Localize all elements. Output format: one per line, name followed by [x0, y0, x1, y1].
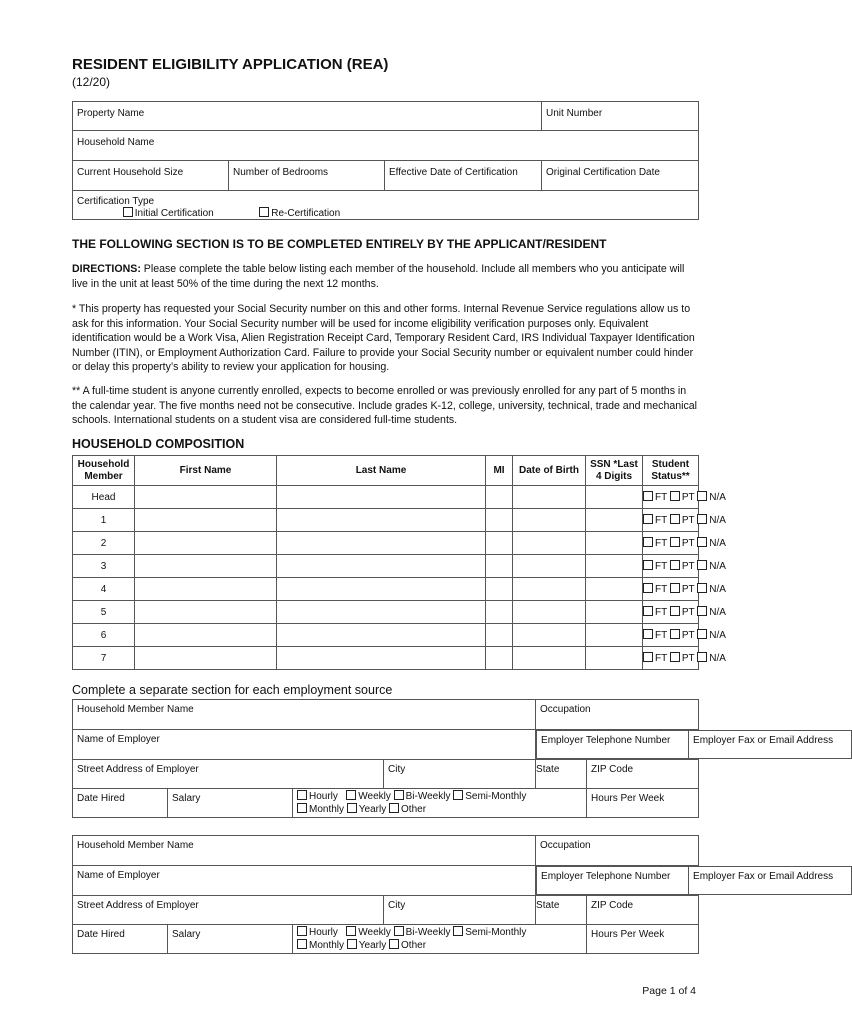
mi-cell[interactable]: [486, 555, 513, 578]
household-member-label: 4: [73, 578, 135, 601]
student-status-na-checkbox[interactable]: [697, 491, 707, 501]
column-household-member: Household Member: [73, 456, 135, 486]
salary-label: Salary: [172, 793, 201, 804]
household-size-label: Current Household Size: [77, 167, 184, 178]
employment-section: [72, 699, 834, 818]
bedrooms-label: Number of Bedrooms: [233, 167, 329, 178]
household-member-row: [73, 601, 699, 624]
city-field[interactable]: [384, 760, 536, 789]
student-status-ft-checkbox[interactable]: [643, 560, 653, 570]
household-member-label: 1: [73, 509, 135, 532]
ssn-cell[interactable]: [586, 532, 643, 555]
student-status-ft-label: FT: [655, 584, 668, 595]
first-name-cell[interactable]: [135, 578, 277, 601]
street-address-field[interactable]: [73, 760, 384, 789]
bi-weekly-label: Bi-Weekly: [405, 927, 451, 938]
column-ssn: SSN *Last 4 Digits: [586, 456, 643, 486]
street-address-label: Street Address of Employer: [77, 764, 199, 775]
student-status-na-checkbox[interactable]: [697, 629, 707, 639]
student-status-ft-checkbox[interactable]: [643, 652, 653, 662]
last-name-cell[interactable]: [277, 509, 486, 532]
certification-type-label: Certification Type: [77, 196, 155, 207]
student-status-cell: [643, 509, 726, 532]
bi-weekly-label: Bi-Weekly: [405, 791, 451, 802]
employer-name-label: Name of Employer: [77, 870, 160, 881]
student-status-na-label: N/A: [709, 607, 726, 618]
re-certification-checkbox[interactable]: [259, 207, 269, 217]
bi-weekly-checkbox[interactable]: [394, 926, 404, 936]
student-status-ft-checkbox[interactable]: [643, 491, 653, 501]
household-member-label: 5: [73, 601, 135, 624]
student-status-pt-checkbox[interactable]: [670, 560, 680, 570]
date-of-birth-cell[interactable]: [513, 578, 586, 601]
semi-monthly-label: Semi-Monthly: [465, 791, 527, 802]
household-member-label: 3: [73, 555, 135, 578]
occupation-field[interactable]: [536, 836, 699, 866]
occupation-label: Occupation: [540, 704, 591, 715]
initial-certification-checkbox[interactable]: [123, 207, 133, 217]
student-status-ft-checkbox[interactable]: [643, 629, 653, 639]
column-first-name: First Name: [135, 456, 277, 486]
last-name-cell[interactable]: [277, 624, 486, 647]
employer-fax-email-label: Employer Fax or Email Address: [693, 871, 834, 882]
semi-monthly-checkbox[interactable]: [453, 926, 463, 936]
student-status-na-label: N/A: [709, 561, 726, 572]
date-of-birth-cell[interactable]: [513, 624, 586, 647]
household-member-row: [73, 624, 699, 647]
student-status-pt-label: PT: [681, 653, 695, 664]
mi-cell[interactable]: [486, 578, 513, 601]
student-status-ft-label: FT: [655, 607, 668, 618]
student-status-pt-checkbox[interactable]: [670, 583, 680, 593]
student-status-ft-label: FT: [655, 515, 668, 526]
student-status-ft-label: FT: [655, 561, 668, 572]
original-date-label: Original Certification Date: [546, 167, 660, 178]
household-member-name-label: Household Member Name: [77, 704, 194, 715]
student-status-cell: [643, 578, 726, 601]
employer-telephone-label: Employer Telephone Number: [541, 735, 671, 746]
monthly-checkbox[interactable]: [297, 803, 307, 813]
student-status-na-checkbox[interactable]: [697, 652, 707, 662]
first-name-cell[interactable]: [135, 601, 277, 624]
property-info-table: [72, 101, 699, 220]
ssn-cell[interactable]: [586, 601, 643, 624]
weekly-label: Weekly: [358, 791, 391, 802]
salary-field[interactable]: [168, 925, 293, 954]
student-status-pt-label: PT: [681, 607, 695, 618]
bi-weekly-checkbox[interactable]: [394, 790, 404, 800]
student-status-na-label: N/A: [709, 538, 726, 549]
other-label: Other: [401, 804, 427, 815]
first-name-cell[interactable]: [135, 532, 277, 555]
last-name-cell[interactable]: [277, 486, 486, 509]
mi-cell[interactable]: [486, 509, 513, 532]
certification-type-cell: [73, 191, 699, 220]
student-status-ft-checkbox[interactable]: [643, 606, 653, 616]
date-of-birth-cell[interactable]: [513, 532, 586, 555]
ssn-cell[interactable]: [586, 624, 643, 647]
hourly-label: Hourly: [309, 791, 338, 802]
yearly-label: Yearly: [358, 940, 387, 951]
household-name-label: Household Name: [77, 137, 155, 148]
ssn-note-paragraph: * This property has requested your Social Security number on this and other forms. Internal Revenue Service regulations allow us to ask for this information. Your Social Security number will be used for income eligibility verification purposes only. Equivalent identification would be a Work Visa, Alien Registration Receipt Card, Temporary Resident Card, IRS Individual Taxpayer Identification Number (ITIN), or Employment Authorization Card. Failure to provide your Social Security number or equivalent number could hinder or delay this property’s ability to review your application for housing.: [72, 303, 695, 373]
form-title: RESIDENT ELIGIBILITY APPLICATION (REA): [72, 56, 389, 73]
date-of-birth-cell[interactable]: [513, 647, 586, 670]
student-status-pt-label: PT: [681, 492, 695, 503]
last-name-cell[interactable]: [277, 578, 486, 601]
column-mi: MI: [486, 456, 513, 486]
ssn-cell[interactable]: [586, 486, 643, 509]
last-name-cell[interactable]: [277, 601, 486, 624]
column-last-name: Last Name: [277, 456, 486, 486]
first-name-cell[interactable]: [135, 647, 277, 670]
mi-cell[interactable]: [486, 647, 513, 670]
student-status-ft-checkbox[interactable]: [643, 514, 653, 524]
yearly-label: Yearly: [358, 804, 387, 815]
student-status-na-checkbox[interactable]: [697, 560, 707, 570]
zip-label: ZIP Code: [591, 900, 634, 911]
student-status-cell: [643, 601, 726, 624]
property-name-field[interactable]: [73, 102, 542, 131]
state-field[interactable]: [536, 760, 587, 789]
hours-per-week-field[interactable]: [587, 925, 699, 954]
weekly-checkbox[interactable]: [346, 926, 356, 936]
last-name-cell[interactable]: [277, 647, 486, 670]
directions-label: DIRECTIONS:: [72, 263, 141, 275]
pay-frequency-options: [293, 925, 587, 954]
student-status-ft-label: FT: [655, 492, 668, 503]
date-hired-field[interactable]: [73, 925, 168, 954]
student-status-pt-checkbox[interactable]: [670, 514, 680, 524]
student-status-cell: [643, 555, 726, 578]
date-of-birth-cell[interactable]: [513, 601, 586, 624]
ssn-cell[interactable]: [586, 578, 643, 601]
employer-telephone-cell[interactable]: [537, 867, 689, 895]
property-name-label: Property Name: [77, 108, 145, 119]
state-label: State: [536, 900, 560, 911]
page-number: Page 1 of 4: [642, 985, 696, 997]
first-name-cell[interactable]: [135, 486, 277, 509]
hourly-checkbox[interactable]: [297, 790, 307, 800]
original-date-field[interactable]: [542, 161, 699, 191]
student-status-ft-checkbox[interactable]: [643, 537, 653, 547]
student-status-na-label: N/A: [709, 630, 726, 641]
zip-field[interactable]: [587, 760, 699, 789]
employer-fax-email-field[interactable]: [689, 867, 852, 895]
household-composition-table: [72, 455, 726, 670]
household-member-label: 6: [73, 624, 135, 647]
occupation-label: Occupation: [540, 840, 591, 851]
student-status-ft-label: FT: [655, 653, 668, 664]
city-field[interactable]: [384, 896, 536, 925]
date-of-birth-cell[interactable]: [513, 555, 586, 578]
household-member-label: Head: [73, 486, 135, 509]
student-status-ft-label: FT: [655, 630, 668, 641]
pay-frequency-options: [293, 789, 587, 818]
last-name-cell[interactable]: [277, 532, 486, 555]
first-name-cell[interactable]: [135, 624, 277, 647]
household-member-row: [73, 578, 699, 601]
student-status-cell: [643, 532, 726, 555]
household-member-row: [73, 532, 699, 555]
student-status-pt-checkbox[interactable]: [670, 491, 680, 501]
employer-telephone-label: Employer Telephone Number: [541, 871, 671, 882]
directions-text: Please complete the table below listing each member of the household. Include all members who you anticipate will live in the unit at least 50% of the time during the next 12 months.: [72, 263, 685, 290]
mi-cell[interactable]: [486, 486, 513, 509]
household-member-label: 2: [73, 532, 135, 555]
street-address-field[interactable]: [73, 896, 384, 925]
date-hired-label: Date Hired: [77, 793, 125, 804]
employer-name-field[interactable]: [73, 730, 536, 760]
monthly-label: Monthly: [309, 940, 345, 951]
directions-paragraph: [72, 262, 702, 291]
effective-date-label: Effective Date of Certification: [389, 167, 518, 178]
date-of-birth-cell[interactable]: [513, 509, 586, 532]
employment-section: [72, 835, 834, 954]
student-status-na-checkbox[interactable]: [697, 514, 707, 524]
weekly-label: Weekly: [358, 927, 391, 938]
student-status-na-label: N/A: [709, 492, 726, 503]
city-label: City: [388, 764, 406, 775]
semi-monthly-checkbox[interactable]: [453, 790, 463, 800]
employer-name-field[interactable]: [73, 866, 536, 896]
column-student-status: Student Status**: [643, 456, 699, 486]
student-status-pt-label: PT: [681, 515, 695, 526]
student-status-na-label: N/A: [709, 653, 726, 664]
student-status-na-label: N/A: [709, 515, 726, 526]
student-status-cell: [643, 486, 726, 509]
student-status-pt-label: PT: [681, 630, 695, 641]
household-name-field[interactable]: [73, 131, 699, 161]
monthly-checkbox[interactable]: [297, 939, 307, 949]
household-member-name-field[interactable]: [73, 836, 536, 866]
street-address-label: Street Address of Employer: [77, 900, 199, 911]
salary-field[interactable]: [168, 789, 293, 818]
date-hired-field[interactable]: [73, 789, 168, 818]
student-status-na-checkbox[interactable]: [697, 537, 707, 547]
salary-label: Salary: [172, 929, 201, 940]
semi-monthly-label: Semi-Monthly: [465, 927, 527, 938]
household-member-label: 7: [73, 647, 135, 670]
household-member-row: [73, 486, 699, 509]
student-status-ft-checkbox[interactable]: [643, 583, 653, 593]
student-status-pt-label: PT: [681, 561, 695, 572]
effective-date-field[interactable]: [385, 161, 542, 191]
hours-per-week-field[interactable]: [587, 789, 699, 818]
household-size-field[interactable]: [73, 161, 229, 191]
household-composition-title: HOUSEHOLD COMPOSITION: [72, 437, 245, 451]
student-status-na-checkbox[interactable]: [697, 606, 707, 616]
student-status-ft-label: FT: [655, 538, 668, 549]
employment-note: Complete a separate section for each employment source: [72, 683, 393, 697]
ssn-cell[interactable]: [586, 647, 643, 670]
applicant-section-heading: THE FOLLOWING SECTION IS TO BE COMPLETED ENTIRELY BY THE APPLICANT/RESIDENT: [72, 237, 607, 251]
first-name-cell[interactable]: [135, 555, 277, 578]
household-member-row: [73, 555, 699, 578]
household-member-row: [73, 647, 699, 670]
occupation-field[interactable]: [536, 700, 699, 730]
student-status-pt-label: PT: [681, 538, 695, 549]
form-revision: (12/20): [72, 75, 111, 89]
initial-certification-label: Initial Certification: [134, 208, 214, 219]
employer-fax-email-field[interactable]: [689, 731, 852, 759]
student-status-na-label: N/A: [709, 584, 726, 595]
employer-telephone-field: [536, 866, 834, 896]
student-status-pt-checkbox[interactable]: [670, 537, 680, 547]
employer-name-label: Name of Employer: [77, 734, 160, 745]
bedrooms-field[interactable]: [229, 161, 385, 191]
re-certification-label: Re-Certification: [271, 208, 341, 219]
zip-label: ZIP Code: [591, 764, 634, 775]
mi-cell[interactable]: [486, 532, 513, 555]
date-hired-label: Date Hired: [77, 929, 125, 940]
yearly-checkbox[interactable]: [347, 803, 357, 813]
household-member-row: [73, 509, 699, 532]
student-status-pt-checkbox[interactable]: [670, 606, 680, 616]
monthly-label: Monthly: [309, 804, 345, 815]
mi-cell[interactable]: [486, 624, 513, 647]
other-label: Other: [401, 940, 427, 951]
student-status-pt-label: PT: [681, 584, 695, 595]
unit-number-label: Unit Number: [546, 108, 603, 119]
state-field[interactable]: [536, 896, 587, 925]
household-member-name-field[interactable]: [73, 700, 536, 730]
student-status-cell: [643, 647, 726, 670]
employer-telephone-cell[interactable]: [537, 731, 689, 759]
employer-fax-email-label: Employer Fax or Email Address: [693, 735, 834, 746]
other-checkbox[interactable]: [389, 939, 399, 949]
column-date-of-birth: Date of Birth: [513, 456, 586, 486]
last-name-cell[interactable]: [277, 555, 486, 578]
hourly-checkbox[interactable]: [297, 926, 307, 936]
student-status-pt-checkbox[interactable]: [670, 652, 680, 662]
ssn-cell[interactable]: [586, 555, 643, 578]
hourly-label: Hourly: [309, 927, 338, 938]
student-status-na-checkbox[interactable]: [697, 583, 707, 593]
hours-per-week-label: Hours Per Week: [591, 929, 665, 940]
city-label: City: [388, 900, 406, 911]
student-status-pt-checkbox[interactable]: [670, 629, 680, 639]
hours-per-week-label: Hours Per Week: [591, 793, 665, 804]
ssn-cell[interactable]: [586, 509, 643, 532]
state-label: State: [536, 764, 560, 775]
employer-telephone-field: [536, 730, 834, 760]
weekly-checkbox[interactable]: [346, 790, 356, 800]
yearly-checkbox[interactable]: [347, 939, 357, 949]
unit-number-field[interactable]: [542, 102, 699, 131]
student-status-cell: [643, 624, 726, 647]
first-name-cell[interactable]: [135, 509, 277, 532]
other-checkbox[interactable]: [389, 803, 399, 813]
mi-cell[interactable]: [486, 601, 513, 624]
zip-field[interactable]: [587, 896, 699, 925]
student-note-paragraph: ** A full-time student is anyone currently enrolled, expects to become enrolled or was previously enrolled for any part of 5 months in the calendar year. The five months need not be consecutive. Include grades K-12, college, university, technical, trade and mechanical schools. International students on a student visa are considered full-time students.: [72, 385, 698, 426]
date-of-birth-cell[interactable]: [513, 486, 586, 509]
household-member-name-label: Household Member Name: [77, 840, 194, 851]
